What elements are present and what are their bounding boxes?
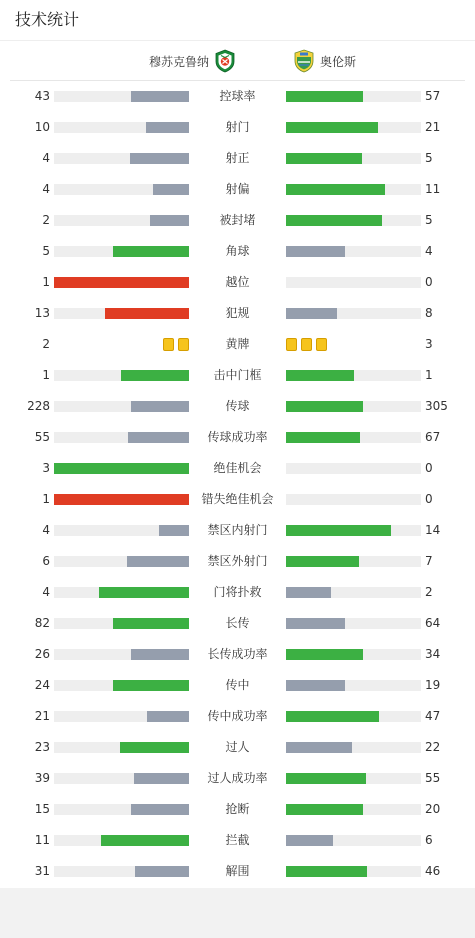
home-stat-value: 4 [42, 151, 50, 165]
stat-label: 被封堵 [219, 213, 256, 227]
stat-label: 错失绝佳机会 [201, 492, 274, 506]
home-stat-bar-fill [54, 277, 189, 288]
away-yellow-cards [286, 338, 327, 351]
home-stat-bar-fill [130, 153, 189, 164]
away-stat-value: 5 [425, 151, 433, 165]
away-stat-bar [286, 649, 421, 660]
stat-label: 黄牌 [225, 337, 250, 351]
stat-label: 射偏 [225, 182, 250, 196]
stat-label: 禁区内射门 [207, 523, 268, 537]
stat-label: 传球 [225, 399, 250, 413]
home-stat-bar [54, 215, 189, 226]
away-stat-value: 46 [425, 864, 441, 878]
home-stat-bar [54, 866, 189, 877]
home-stat-value: 2 [42, 337, 50, 351]
away-stat-bar-fill [286, 91, 363, 102]
yellow-card-icon [178, 338, 189, 351]
home-stat-value: 21 [34, 709, 50, 723]
home-stat-value: 10 [34, 120, 50, 134]
away-stat-bar-fill [286, 835, 333, 846]
home-stat-bar-fill [99, 587, 189, 598]
away-stat-bar [286, 184, 421, 195]
home-stat-bar-fill [134, 773, 189, 784]
away-stat-value: 3 [425, 337, 433, 351]
away-stat-bar-fill [286, 184, 385, 195]
home-stat-bar-fill [127, 556, 189, 567]
away-stat-value: 0 [425, 492, 433, 506]
stat-row [0, 701, 475, 732]
away-stat-bar [286, 432, 421, 443]
stat-label: 拦截 [225, 833, 250, 847]
away-stat-bar-fill [286, 246, 345, 257]
home-stat-value: 39 [34, 771, 50, 785]
stat-row [0, 360, 475, 391]
home-stat-bar-fill [113, 680, 189, 691]
page-title: 技术统计 [15, 10, 80, 29]
away-stat-value: 6 [425, 833, 433, 847]
home-stat-bar [54, 277, 189, 288]
orense-club-logo-icon [292, 49, 316, 73]
home-stat-bar [54, 680, 189, 691]
home-stat-bar [54, 835, 189, 846]
away-stat-bar [286, 618, 421, 629]
away-stat-bar-fill [286, 773, 366, 784]
away-stat-bar-fill [286, 556, 359, 567]
away-stat-bar [286, 463, 421, 474]
stat-row [0, 484, 475, 515]
away-stat-bar-fill [286, 215, 382, 226]
team-header [10, 41, 465, 81]
away-stat-bar [286, 122, 421, 133]
away-stat-value: 305 [425, 399, 448, 413]
home-stat-value: 26 [34, 647, 50, 661]
stat-label: 击中门框 [213, 368, 262, 382]
home-stat-bar [54, 494, 189, 505]
stat-label: 绝佳机会 [213, 461, 262, 475]
home-stat-bar [54, 370, 189, 381]
away-stat-bar [286, 91, 421, 102]
home-stat-value: 1 [42, 492, 50, 506]
home-stat-bar [54, 401, 189, 412]
home-stat-bar-fill [121, 370, 189, 381]
home-stat-value: 6 [42, 554, 50, 568]
stat-row [0, 329, 475, 360]
away-stat-bar-fill [286, 525, 391, 536]
stat-label: 控球率 [219, 89, 256, 103]
home-stat-bar [54, 525, 189, 536]
home-stat-bar [54, 711, 189, 722]
away-stat-value: 11 [425, 182, 441, 196]
away-stat-bar [286, 804, 421, 815]
stat-row [0, 81, 475, 112]
stat-label: 禁区外射门 [207, 554, 268, 568]
away-stat-bar [286, 494, 421, 505]
home-stat-bar [54, 91, 189, 102]
home-stat-value: 228 [27, 399, 50, 413]
away-stat-bar [286, 525, 421, 536]
stat-row [0, 608, 475, 639]
home-stat-bar-fill [54, 463, 189, 474]
home-stat-value: 5 [42, 244, 50, 258]
away-stat-value: 0 [425, 461, 433, 475]
home-stat-bar-fill [146, 122, 189, 133]
away-stat-bar [286, 742, 421, 753]
home-stat-bar [54, 432, 189, 443]
home-stat-value: 1 [42, 275, 50, 289]
stat-row [0, 298, 475, 329]
home-stat-value: 4 [42, 182, 50, 196]
away-stat-bar-fill [286, 587, 331, 598]
away-stat-value: 22 [425, 740, 441, 754]
yellow-card-icon [316, 338, 327, 351]
away-stat-bar-fill [286, 308, 337, 319]
away-stat-bar [286, 711, 421, 722]
away-stat-value: 4 [425, 244, 433, 258]
stat-label: 犯规 [225, 306, 250, 320]
home-stat-bar-fill [101, 835, 189, 846]
away-stat-bar-fill [286, 401, 363, 412]
stat-label: 传中 [225, 678, 250, 692]
stat-row [0, 143, 475, 174]
stat-row [0, 453, 475, 484]
home-stat-bar [54, 122, 189, 133]
away-stat-value: 21 [425, 120, 441, 134]
home-stat-value: 11 [34, 833, 50, 847]
stat-row [0, 422, 475, 453]
home-stat-bar-fill [113, 246, 189, 257]
stat-label: 解围 [225, 864, 250, 878]
stat-row [0, 391, 475, 422]
away-stat-bar [286, 246, 421, 257]
home-stat-value: 4 [42, 523, 50, 537]
stat-row [0, 825, 475, 856]
away-stat-value: 34 [425, 647, 441, 661]
home-stat-value: 82 [34, 616, 50, 630]
away-stat-bar [286, 773, 421, 784]
home-stat-bar-fill [105, 308, 189, 319]
away-stat-value: 20 [425, 802, 441, 816]
home-stat-bar [54, 804, 189, 815]
stat-label: 射正 [225, 151, 250, 165]
home-stat-value: 15 [34, 802, 50, 816]
yellow-card-icon [301, 338, 312, 351]
home-stat-bar-fill [153, 184, 189, 195]
home-yellow-cards [163, 338, 189, 351]
home-stat-value: 24 [34, 678, 50, 692]
home-stat-value: 3 [42, 461, 50, 475]
away-stat-bar [286, 153, 421, 164]
stat-row [0, 577, 475, 608]
home-team-name: 穆苏克鲁纳 [148, 54, 209, 69]
away-stat-value: 7 [425, 554, 433, 568]
musukruna-club-logo-icon [213, 49, 237, 73]
home-stat-bar [54, 308, 189, 319]
home-stat-bar-fill [150, 215, 189, 226]
stat-row [0, 112, 475, 143]
away-stat-value: 1 [425, 368, 433, 382]
home-stat-value: 43 [34, 89, 50, 103]
away-stat-bar-fill [286, 153, 362, 164]
stat-row [0, 174, 475, 205]
away-stat-value: 19 [425, 678, 441, 692]
away-stat-bar [286, 308, 421, 319]
home-stat-bar [54, 184, 189, 195]
away-stat-bar [286, 401, 421, 412]
home-stat-bar-fill [131, 401, 189, 412]
home-stat-bar-fill [135, 866, 189, 877]
away-stat-bar-fill [286, 649, 363, 660]
home-stat-bar [54, 649, 189, 660]
away-stat-bar-fill [286, 122, 378, 133]
stats-list [0, 81, 475, 887]
away-stat-value: 5 [425, 213, 433, 227]
home-stat-value: 31 [34, 864, 50, 878]
away-stat-bar-fill [286, 804, 363, 815]
away-stat-value: 64 [425, 616, 441, 630]
stat-row [0, 856, 475, 887]
away-stat-value: 47 [425, 709, 441, 723]
stat-label: 角球 [225, 244, 250, 258]
home-stat-bar [54, 556, 189, 567]
yellow-card-icon [286, 338, 297, 351]
away-stat-bar-fill [286, 742, 352, 753]
stat-label: 抢断 [225, 802, 250, 816]
away-team-name: 奥伦斯 [320, 54, 357, 69]
away-stat-bar [286, 680, 421, 691]
away-stat-bar-fill [286, 711, 379, 722]
away-stat-bar [286, 587, 421, 598]
stat-label: 传中成功率 [207, 709, 268, 723]
stat-label: 长传成功率 [207, 647, 268, 661]
away-stat-bar-fill [286, 618, 345, 629]
stat-row [0, 794, 475, 825]
stat-label: 长传 [225, 616, 250, 630]
away-stat-bar-fill [286, 680, 345, 691]
away-stat-bar [286, 835, 421, 846]
home-stat-bar-fill [131, 91, 189, 102]
home-stat-bar [54, 773, 189, 784]
home-stat-bar [54, 742, 189, 753]
home-stat-bar [54, 618, 189, 629]
away-stat-value: 8 [425, 306, 433, 320]
away-stat-value: 2 [425, 585, 433, 599]
away-stat-value: 0 [425, 275, 433, 289]
stat-row [0, 236, 475, 267]
stat-row [0, 639, 475, 670]
away-stat-bar [286, 215, 421, 226]
away-stat-bar-fill [286, 370, 354, 381]
home-stat-value: 1 [42, 368, 50, 382]
stat-row [0, 732, 475, 763]
stat-label: 越位 [225, 275, 250, 289]
stat-row [0, 515, 475, 546]
stat-label: 射门 [225, 120, 250, 134]
home-stat-bar [54, 463, 189, 474]
stat-row [0, 763, 475, 794]
home-stat-bar-fill [113, 618, 189, 629]
home-stat-bar-fill [120, 742, 189, 753]
home-stat-value: 55 [34, 430, 50, 444]
stat-label: 过人 [225, 740, 250, 754]
home-stat-bar-fill [131, 649, 189, 660]
away-stat-value: 57 [425, 89, 441, 103]
away-stat-bar-fill [286, 866, 367, 877]
home-stat-bar-fill [159, 525, 189, 536]
home-stat-value: 23 [34, 740, 50, 754]
stat-label: 门将扑救 [213, 585, 262, 599]
home-stat-bar [54, 246, 189, 257]
away-stat-bar [286, 866, 421, 877]
stat-row [0, 205, 475, 236]
stat-row [0, 546, 475, 577]
home-stat-bar-fill [128, 432, 189, 443]
stat-row [0, 670, 475, 701]
away-stat-value: 14 [425, 523, 441, 537]
stat-row [0, 267, 475, 298]
away-stat-bar [286, 370, 421, 381]
stat-label: 过人成功率 [207, 771, 268, 785]
yellow-card-icon [163, 338, 174, 351]
away-stat-value: 67 [425, 430, 441, 444]
away-stat-value: 55 [425, 771, 441, 785]
home-stat-value: 2 [42, 213, 50, 227]
home-stat-bar-fill [147, 711, 189, 722]
away-stat-bar-fill [286, 432, 360, 443]
stat-label: 传球成功率 [207, 430, 268, 444]
home-stat-bar-fill [131, 804, 189, 815]
home-stat-value: 4 [42, 585, 50, 599]
away-stat-bar [286, 277, 421, 288]
home-stat-bar-fill [54, 494, 189, 505]
home-team[interactable] [149, 49, 237, 73]
home-stat-bar [54, 153, 189, 164]
away-team[interactable] [292, 49, 356, 73]
away-stat-bar [286, 556, 421, 567]
home-stat-value: 13 [34, 306, 50, 320]
home-stat-bar [54, 587, 189, 598]
